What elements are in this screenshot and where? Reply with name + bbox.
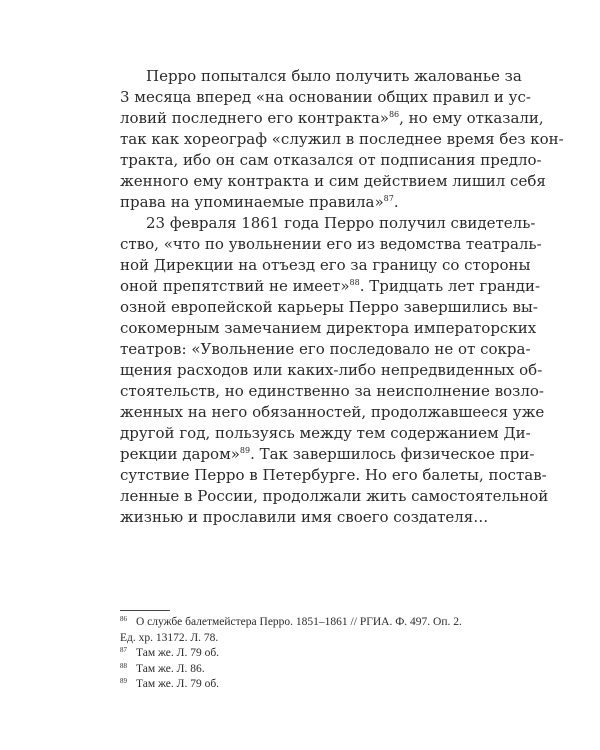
text-line: 3 месяца вперед «на основании общих правил и ус- [120, 88, 531, 106]
footnote-ref-89[interactable]: 89 [239, 446, 251, 455]
text-line: женного ему контракта и сим действием лишил себя [120, 172, 546, 190]
footnotes [120, 615, 490, 693]
footnote-ref-88[interactable]: 88 [349, 278, 360, 287]
text-line: 23 февраля 1861 года Перро получил свидетель- [146, 214, 536, 232]
text-line: оной препятствий не имеет»$^{88}$. Тридцать лет гранди- [120, 277, 541, 295]
footnote-86-continued: Ед. хр. 13172. Л. 78. [120, 631, 219, 644]
text-line: сокомерным замечанием директора императорских [120, 319, 537, 337]
text-line: тракта, ибо он сам отказался от подписания предло- [120, 151, 542, 169]
text-line: театров: «Увольнение его последовало не от сокра- [120, 340, 531, 358]
text-line: ленные в России, продолжали жить самостоятельной [120, 487, 549, 505]
text-line: права на упоминаемые правила»$^{87}$. [120, 193, 399, 211]
text-line: Перро попытался было получить жалованье за [146, 67, 522, 85]
footnote-88: 88 Там же. Л. 86. [120, 661, 205, 675]
footnote-87: 87 Там же. Л. 79 об. [120, 646, 220, 659]
footnote-86: 86 О службе балетмейстера Перро. 1851–1861 // РГИА. Ф. 497. Оп. 2. [120, 615, 462, 628]
main-text [120, 66, 564, 528]
footnote-divider [120, 610, 170, 611]
text-line: женных на него обязанностей, продолжавшееся уже [120, 403, 545, 421]
text-line: так как хореограф «служил в последнее время без кон- [120, 130, 564, 148]
text-line: жизнью и прославили имя своего создателя… [120, 508, 489, 526]
text-line: ловий последнего его контракта»$^{86}$, но ему отказали, [120, 109, 544, 127]
text-line: щения расходов или каких-либо непредвиденных об- [120, 361, 543, 379]
footnote-ref-87[interactable]: 87 [383, 194, 394, 203]
text-line: озной европейской карьеры Перро завершились вы- [120, 298, 538, 316]
footnote-ref-86[interactable]: 86 [388, 110, 400, 119]
text-line: ство, «что по увольнении его из ведомства театраль- [120, 235, 542, 253]
text-line: ной Дирекции на отъезд его за границу со стороны [120, 256, 531, 274]
text-line: сутствие Перро в Петербурге. Но его балеты, постав- [120, 466, 547, 484]
text-line: рекции даром»$^{89}$. Так завершилось физическое при- [120, 445, 535, 463]
footnote-89: 89 Там же. Л. 79 об. [120, 677, 220, 690]
text-line: стоятельств, но единственно за неисполнение возло- [120, 382, 544, 400]
text-line: другой год, пользуясь между тем содержанием Ди- [120, 424, 531, 442]
